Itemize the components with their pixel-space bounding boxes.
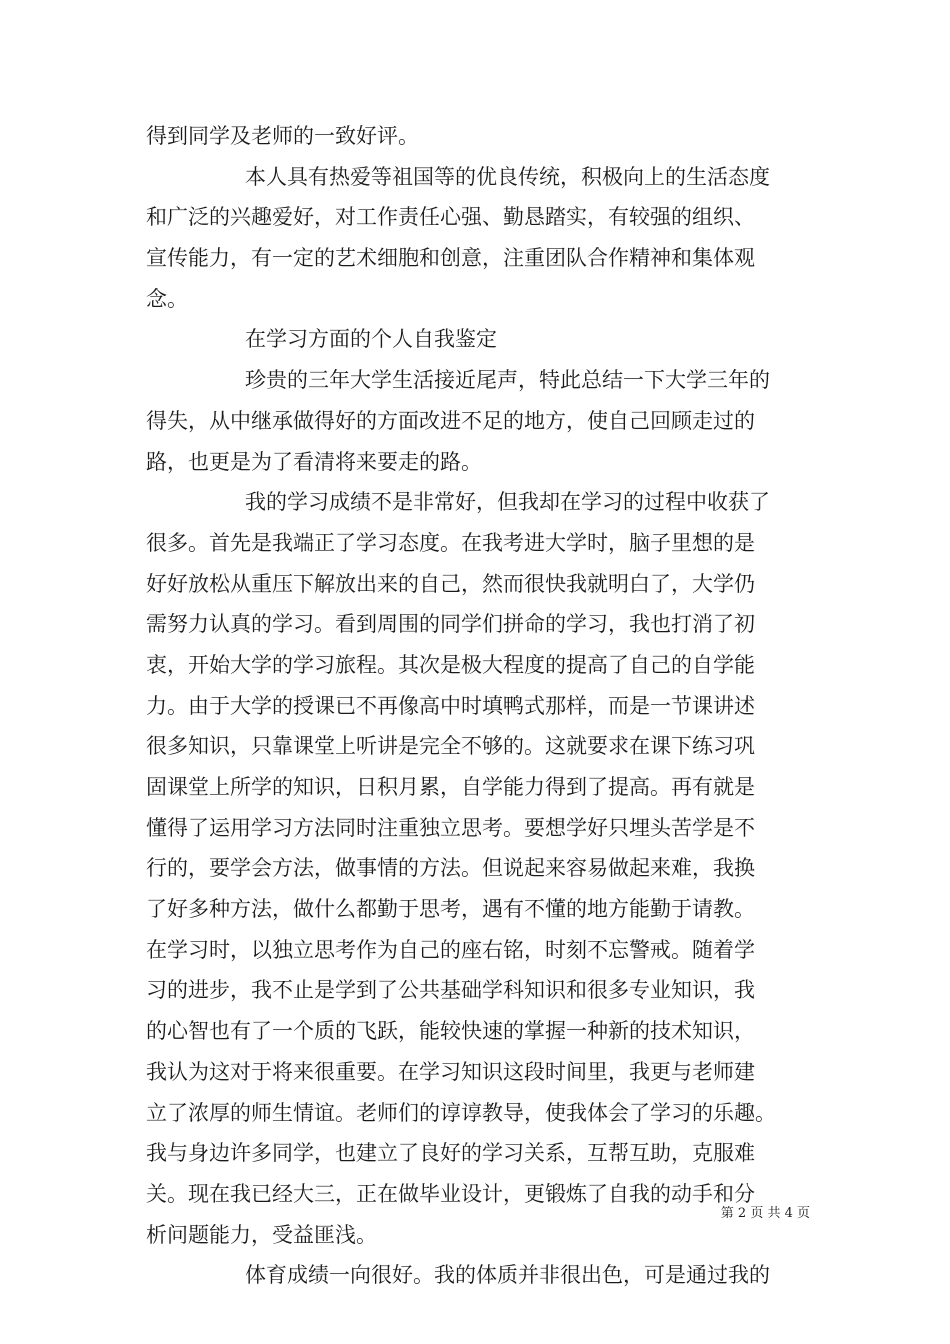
text-line: 路，也更是为了看清将来要走的路。 (146, 449, 482, 474)
text-line: 了好多种方法，做什么都勤于思考，遇有不懂的地方能勤于请教。 (146, 897, 755, 922)
paragraph-start-line: 我的学习成绩不是非常好，但我却在学习的过程中收获了 (245, 490, 770, 515)
text-line: 很多。首先是我端正了学习态度。在我考进大学时，脑子里想的是 (146, 530, 755, 555)
page-number-footer: 第 2 页 共 4 页 (720, 1206, 810, 1221)
text-line: 我与身边许多同学，也建立了良好的学习关系，互帮互助，克服难 (146, 1141, 755, 1166)
text-line: 的心智也有了一个质的飞跃，能较快速的掌握一种新的技术知识， (146, 1019, 755, 1044)
text-line: 力。由于大学的授课已不再像高中时填鸭式那样，而是一节课讲述 (146, 693, 755, 718)
text-line: 很多知识，只靠课堂上听讲是完全不够的。这就要求在课下练习巩 (146, 734, 755, 759)
text-line: 析问题能力，受益匪浅。 (146, 1222, 377, 1247)
body-text (146, 116, 810, 1296)
text-line: 念。 (146, 286, 188, 311)
paragraph-start-line: 珍贵的三年大学生活接近尾声，特此总结一下大学三年的 (245, 368, 770, 393)
text-line: 懂得了运用学习方法同时注重独立思考。要想学好只埋头苦学是不 (146, 815, 755, 840)
text-line: 宣传能力，有一定的艺术细胞和创意，注重团队合作精神和集体观 (146, 246, 755, 271)
text-line: 行的，要学会方法，做事情的方法。但说起来容易做起来难，我换 (146, 856, 755, 881)
text-line: 好好放松从重压下解放出来的自己，然而很快我就明白了，大学仍 (146, 571, 755, 596)
text-line: 衷，开始大学的学习旅程。其次是极大程度的提高了自己的自学能 (146, 652, 755, 677)
text-line: 需努力认真的学习。看到周围的同学们拼命的学习，我也打消了初 (146, 612, 755, 637)
paragraph-start-line: 本人具有热爱等祖国等的优良传统，积极向上的生活态度 (245, 164, 770, 189)
text-line: 固课堂上所学的知识，日积月累，自学能力得到了提高。再有就是 (146, 775, 755, 799)
paragraph-start-line: 体育成绩一向很好。我的体质并非很出色，可是通过我的 (245, 1263, 770, 1288)
text-line: 在学习时，以独立思考作为自己的座右铭，时刻不忘警戒。随着学 (146, 937, 755, 962)
text-line: 和广泛的兴趣爱好，对工作责任心强、勤恳踏实，有较强的组织、 (146, 205, 755, 230)
text-line: 关。现在我已经大三，正在做毕业设计，更锻炼了自我的动手和分 (146, 1181, 755, 1206)
text-line: 得到同学及老师的一致好评。 (146, 124, 419, 148)
text-line: 我认为这对于将来很重要。在学习知识这段时间里，我更与老师建 (146, 1059, 755, 1084)
text-line: 立了浓厚的师生情谊。老师们的谆谆教导，使我体会了学习的乐趣。 (146, 1100, 776, 1125)
text-line: 得失，从中继承做得好的方面改进不足的地方，使自己回顾走过的 (146, 408, 755, 433)
section-heading: 在学习方面的个人自我鉴定 (245, 327, 497, 352)
text-line: 习的进步，我不止是学到了公共基础学科知识和很多专业知识，我 (146, 978, 755, 1003)
